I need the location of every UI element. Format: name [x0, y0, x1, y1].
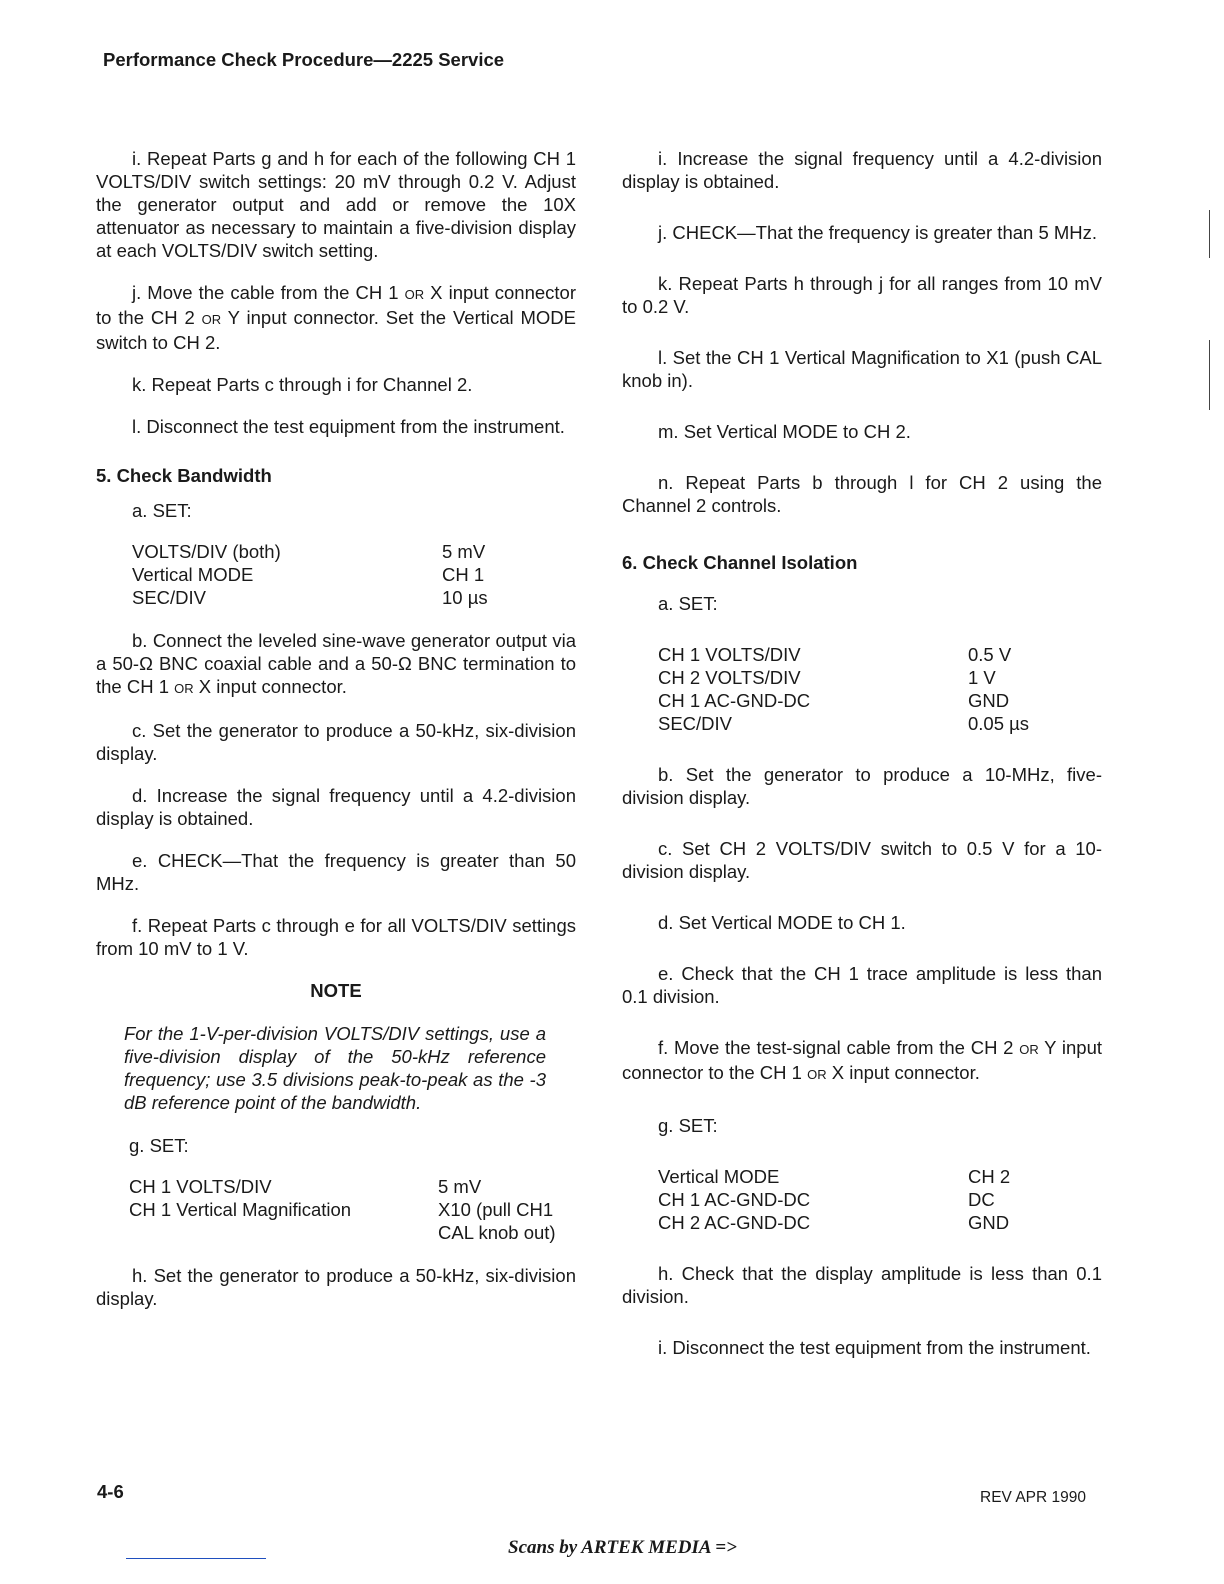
step-f: f. Move the test-signal cable from the CH 2 OR Y input connector to the CH 1 OR X input connector.: [622, 1037, 1102, 1083]
revision-label: REV APR 1990: [980, 1489, 1086, 1506]
table-row: CH 1 Vertical Magnification X10 (pull CH1 CAL knob out): [129, 1199, 556, 1243]
note-title: NOTE: [310, 980, 362, 1001]
step-e: e. CHECK—That the frequency is greater than 50 MHz.: [96, 850, 576, 894]
step-i: i. Increase the signal frequency until a 4.2-division display is obtained.: [622, 148, 1102, 192]
step-e: e. Check that the CH 1 trace amplitude is less than 0.1 division.: [622, 963, 1102, 1007]
step-j: j. Move the cable from the CH 1 OR X input connector to the CH 2 OR Y input connector. Set the Vertical MODE switch to CH 2.: [96, 282, 576, 353]
page-number: 4-6: [97, 1481, 124, 1502]
step-i: i. Repeat Parts g and h for each of the following CH 1 VOLTS/DIV switch settings: 20 mV through 0.2 V. Adjust the generator output and add or remove the 10X attenuator as necessary to maintain a five-division display at each VOLTS/DIV switch setting.: [96, 148, 576, 261]
step-c: c. Set the generator to produce a 50-kHz, six-division display.: [96, 720, 576, 764]
step-a-set: a. SET:: [132, 500, 192, 521]
scan-edge-mark: [1209, 340, 1210, 410]
left-column: [96, 147, 576, 1329]
section-5-set-table: [132, 540, 572, 609]
step-a-set: a. SET:: [658, 593, 718, 614]
table-row: VOLTS/DIV (both) 5 mV: [132, 541, 486, 562]
scan-edge-mark: [1209, 210, 1210, 258]
step-h: h. Check that the display amplitude is less than 0.1 division.: [622, 1263, 1102, 1307]
step-i-disconnect: i. Disconnect the test equipment from the instrument.: [658, 1337, 1091, 1358]
table-row: CH 2 VOLTS/DIV 1 V: [658, 667, 996, 688]
step-g-set: g. SET:: [129, 1135, 189, 1156]
table-row: CH 1 AC-GND-DC GND: [658, 690, 1010, 711]
step-k: k. Repeat Parts c through i for Channel 2.: [132, 374, 473, 395]
step-k: k. Repeat Parts h through j for all ranges from 10 mV to 0.2 V.: [622, 273, 1102, 317]
section-6-set-table: [658, 643, 1098, 735]
section-6-heading: 6. Check Channel Isolation: [622, 552, 858, 573]
step-g-set: g. SET:: [658, 1115, 718, 1136]
table-row: SEC/DIV 0.05 µs: [658, 713, 1030, 734]
table-row: Vertical MODE CH 1: [132, 564, 485, 585]
step-h: h. Set the generator to produce a 50-kHz, six-division display.: [96, 1265, 576, 1309]
table-row: SEC/DIV 10 µs: [132, 587, 488, 608]
link-underline: [126, 1558, 266, 1559]
step-b: b. Connect the leveled sine-wave generator output via a 50-Ω BNC coaxial cable and a 50-Ω BNC termination to the CH 1 OR X input connector.: [96, 630, 576, 697]
step-j: j. CHECK—That the frequency is greater than 5 MHz.: [658, 222, 1098, 243]
step-c: c. Set CH 2 VOLTS/DIV switch to 0.5 V for a 10-division display.: [622, 838, 1102, 882]
step-b: b. Set the generator to produce a 10-MHz, five-division display.: [622, 764, 1102, 808]
section-5-heading: 5. Check Bandwidth: [96, 465, 272, 486]
table-row: CH 1 VOLTS/DIV 0.5 V: [658, 644, 1012, 665]
table-row: Vertical MODE CH 2: [658, 1166, 1011, 1187]
step-n: n. Repeat Parts b through l for CH 2 using the Channel 2 controls.: [622, 472, 1102, 516]
step-d: d. Set Vertical MODE to CH 1.: [658, 912, 906, 933]
note-body: For the 1-V-per-division VOLTS/DIV settings, use a five-division display of the 50-kHz reference frequency; use 3.5 divisions peak-to-peak as the -3 dB reference point of the bandwidth.: [124, 1023, 546, 1113]
step-g-set-table: [129, 1175, 568, 1244]
step-l: l. Set the CH 1 Vertical Magnification to X1 (push CAL knob in).: [622, 347, 1102, 391]
table-row: CH 1 VOLTS/DIV 5 mV: [129, 1176, 482, 1197]
step-m: m. Set Vertical MODE to CH 2.: [658, 421, 911, 442]
step-g-set-table: [658, 1165, 1098, 1234]
table-row: CH 2 AC-GND-DC GND: [658, 1212, 1010, 1233]
page-header: Performance Check Procedure—2225 Service: [103, 49, 505, 70]
table-row: CH 1 AC-GND-DC DC: [658, 1189, 995, 1210]
right-column: [622, 147, 1102, 1378]
step-f: f. Repeat Parts c through e for all VOLTS/DIV settings from 10 mV to 1 V.: [96, 915, 576, 959]
step-l: l. Disconnect the test equipment from the instrument.: [132, 416, 565, 437]
step-d: d. Increase the signal frequency until a 4.2-division display is obtained.: [96, 785, 576, 829]
scan-credit: Scans by ARTEK MEDIA =>: [508, 1537, 737, 1558]
